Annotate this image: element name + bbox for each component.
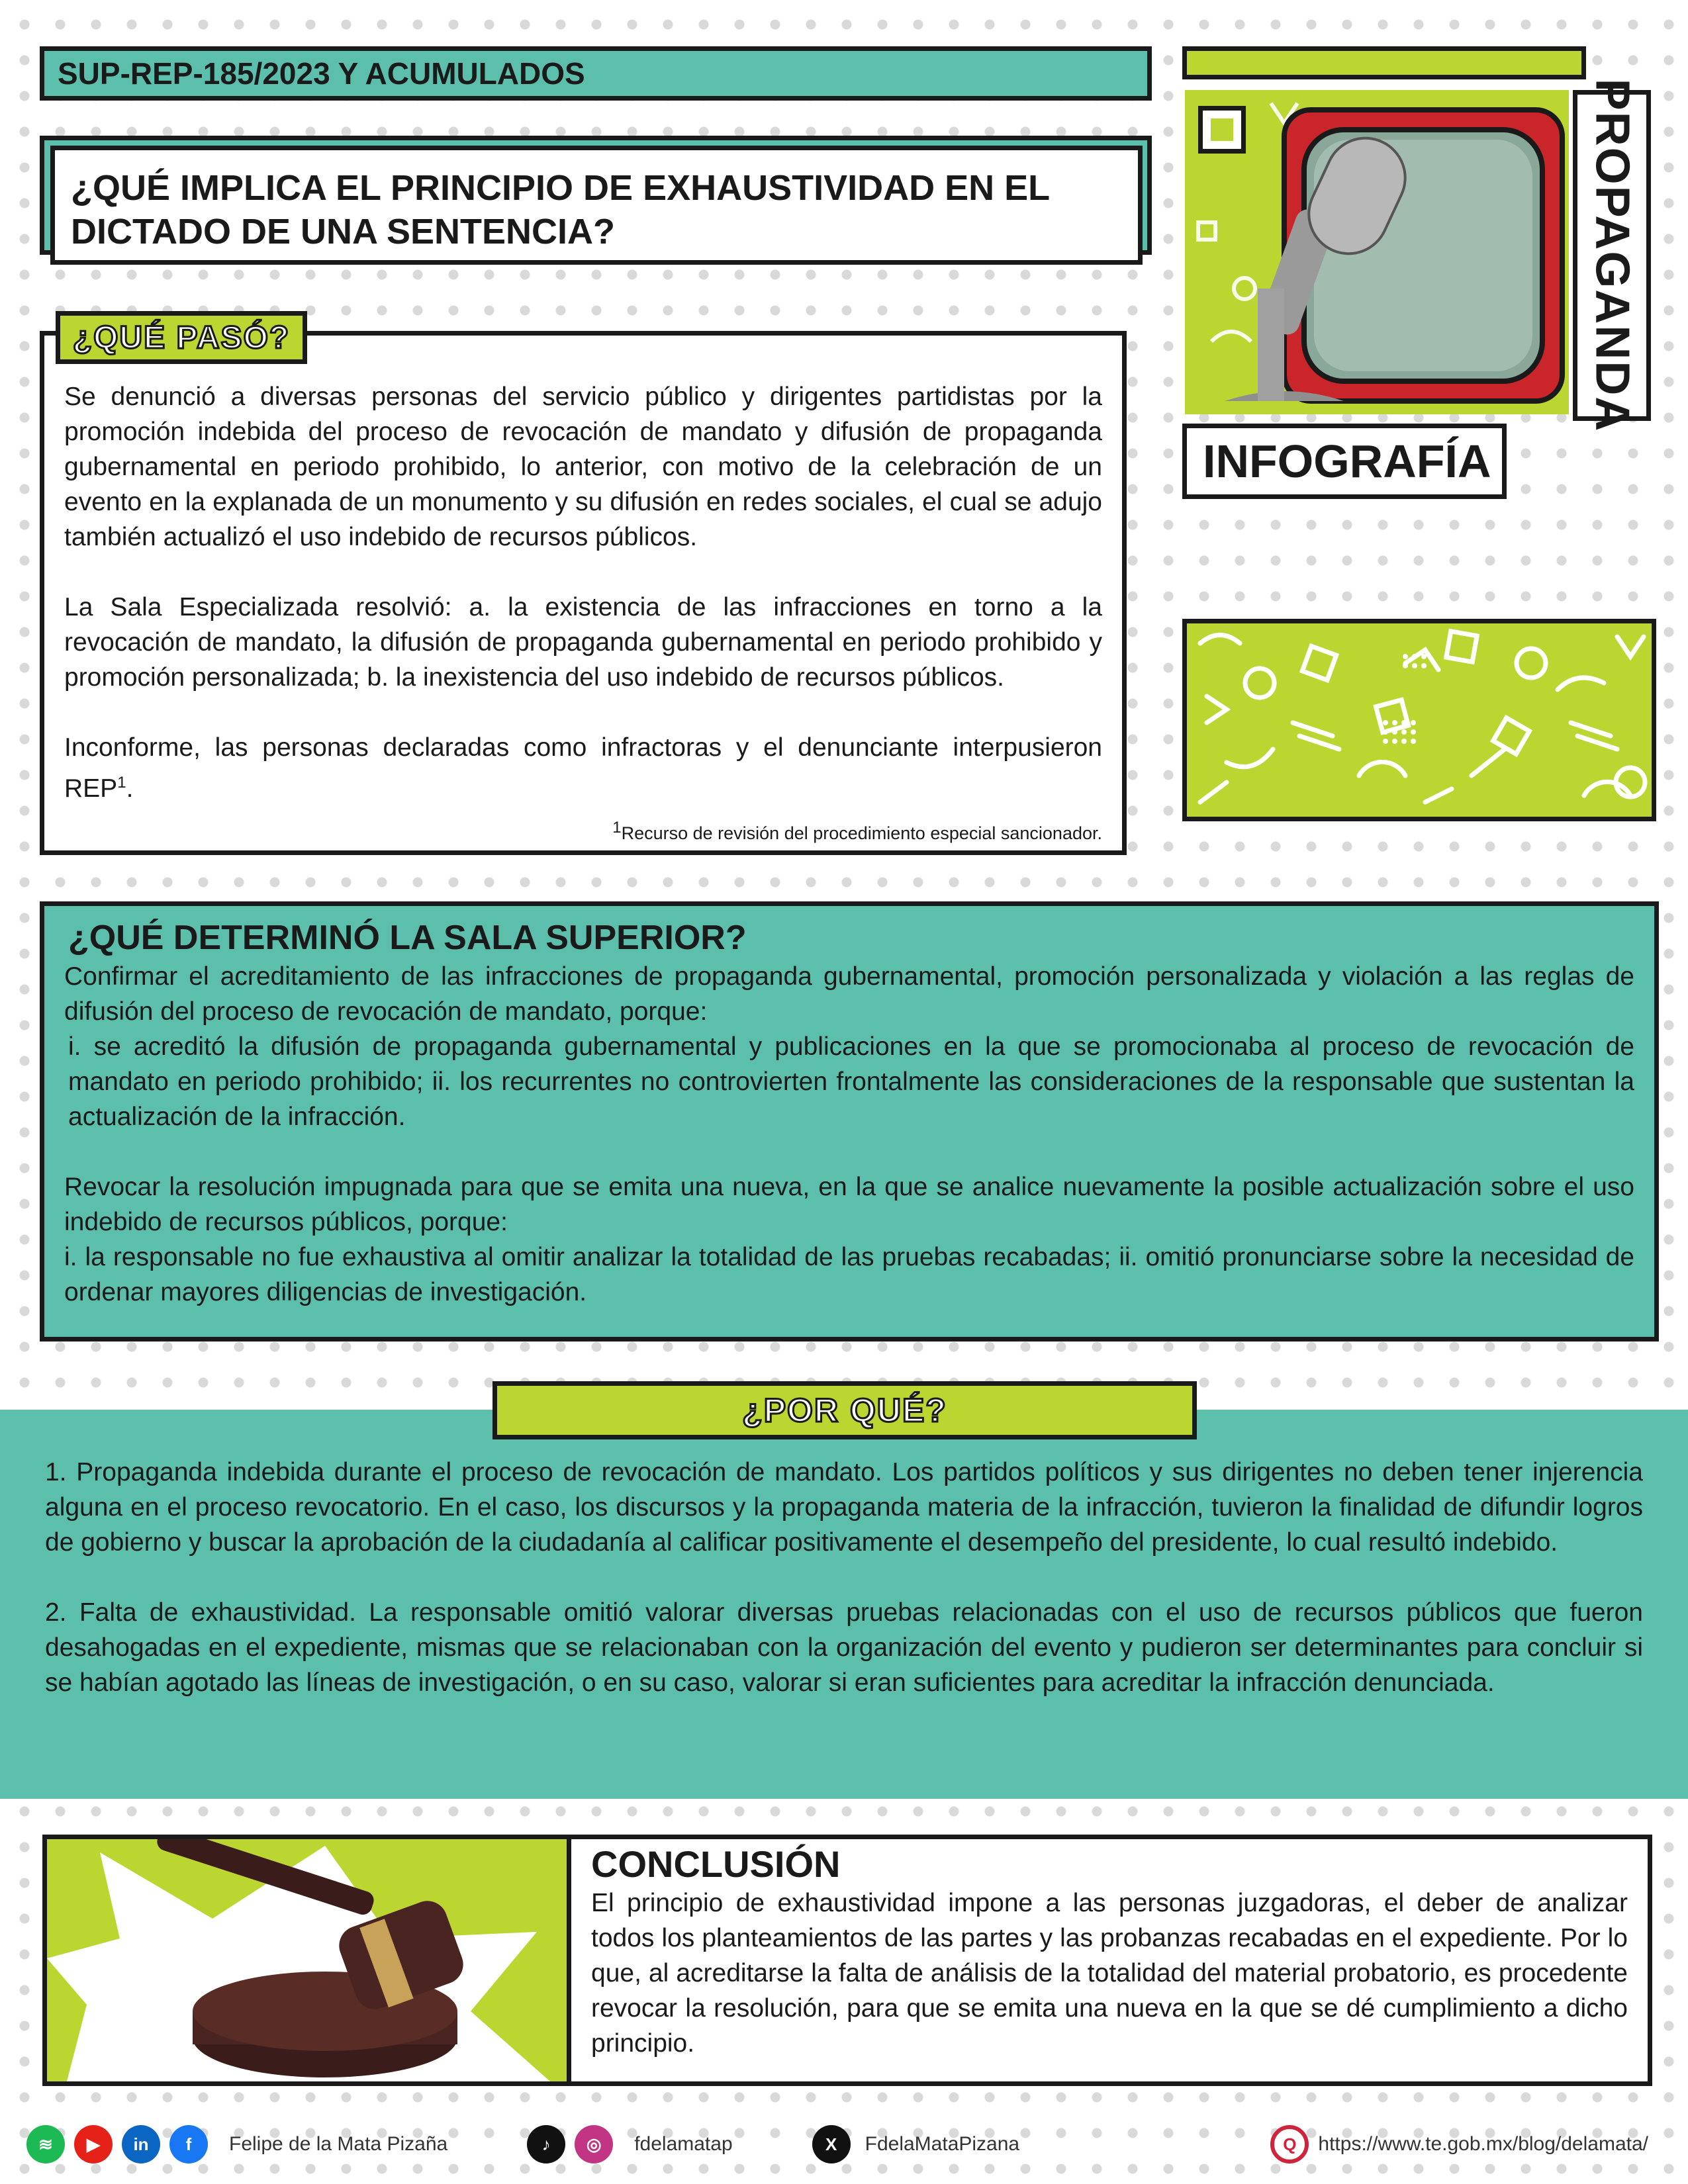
conclusion-heading: CONCLUSIÓN [591,1843,841,1885]
footer-social-secondary [527,2125,732,2163]
determino-heading: ¿QUÉ DETERMINÓ LA SALA SUPERIOR? [68,919,747,957]
spotify-icon[interactable]: ≋ [26,2125,65,2163]
footer-handle-2[interactable]: FdelaMataPizana [865,2133,1020,2155]
page-title [50,146,1143,265]
gavel-illustration [42,1835,572,2086]
que-paso-paragraph-1: Se denunció a diversas personas del servicio público y dirigentes partidistas por la promoción indebida del proceso de revocación de mandato y difusión de propaganda gubernamental en periodo prohibido, lo anterior, con motivo de la celebración de un evento en la explanada de un monumento y su difusión en redes sociales, el cual se adujo también actualizó el uso indebido de recursos públicos. [64,383,1102,551]
footer-handle-1[interactable]: fdelamatap [634,2133,733,2155]
footer-url[interactable]: https://www.te.gob.mx/blog/delamata/ [1318,2133,1648,2155]
facebook-icon[interactable]: f [169,2125,208,2163]
youtube-icon[interactable]: ▶ [74,2125,113,2163]
category-label-text: PROPAGANDA [1585,78,1638,433]
determino-paragraph-1b: i. se acreditó la difusión de propaganda gubernamental y publicaciones en la que se promocionaba al proceso de revocación de mandato en periodo prohibido; ii. los recurrentes no controvierten frontalmente las consideraciones de la responsable que sustentan la actualización de la infracción. [68,1032,1634,1131]
footer-social-x [812,2125,1019,2163]
footnote-ref: 1 [117,774,126,792]
que-paso-paragraph-3 [64,730,1102,806]
footer-web [1270,2125,1648,2163]
footnote-text: Recurso de revisión del procedimiento especial sancionador. [621,823,1102,843]
footer [26,2118,1662,2171]
por-que-heading: ¿POR QUÉ? [492,1381,1197,1439]
x-icon[interactable]: X [812,2125,851,2163]
accent-bar [1182,46,1586,79]
linkedin-icon[interactable]: in [122,2125,160,2163]
footnote [64,818,1102,843]
determino-paragraph-2: Revocar la resolución impugnada para que se emita una nueva, en la que se analice nuevamente la posible actualización sobre el uso indebido de recursos públicos, porque: [64,1173,1634,1236]
web-icon[interactable]: Q [1270,2125,1309,2163]
que-paso-p3-text: Inconforme, las personas declaradas como infractoras y el denunciante interpusieron REP [64,733,1102,803]
que-paso-paragraph-2: La Sala Especializada resolvió: a. la existencia de las infracciones en torno a la revocación de mandato, la difusión de propaganda gubernamental en periodo prohibido y promoción personalizada; b. la inexistencia del uso indebido de recursos públicos. [64,593,1102,692]
footnote-number: 1 [612,819,622,837]
tiktok-icon[interactable]: ♪ [527,2125,565,2163]
infografia-label: INFOGRAFÍA [1182,424,1507,499]
que-paso-heading: ¿QUÉ PASÓ? [56,311,307,364]
footer-social-main [26,2125,447,2163]
instagram-icon[interactable]: ◎ [575,2125,613,2163]
case-number-bar [40,46,1152,101]
square-marker-icon [1198,106,1246,154]
que-paso-section [40,331,1127,855]
determino-section [40,901,1659,1342]
conclusion-text: El principio de exhaustividad impone a las personas juzgadoras, el deber de analizar todos los planteamientos de las partes y las probanzas recabadas en el expediente. Por lo que, al acreditarse la falta de análisis de la totalidad del material probatorio, es procedente revocar la resolución, para que se emita una nueva en la que se dé cumplimiento a dicho principio. [591,1889,1628,2058]
category-label [1573,78,1651,433]
decorative-pattern [1182,619,1656,821]
por-que-paragraph-2: 2. Falta de exhaustividad. La responsable omitió valorar diversas pruebas relacionadas con el uso de recursos públicos que fueron desahogadas en el expediente, mismas que se relacionaban con la organización del evento y pudieron ser determinantes para concluir si se habían agotado las líneas de investigación, o en su caso, valorar si eran suficientes para acreditar la infracción denunciada. [45,1598,1643,1697]
determino-paragraph-2b: i. la responsable no fue exhaustiva al omitir analizar la totalidad de las pruebas recabadas; ii. omitió pronunciarse sobre la necesidad de ordenar mayores diligencias de investigación. [64,1243,1634,1306]
case-number: SUP-REP-185/2023 Y ACUMULADOS [58,56,585,91]
por-que-paragraph-1: 1. Propaganda indebida durante el proceso de revocación de mandato. Los partidos políticos y sus dirigentes no deben tener injerencia alguna en el proceso revocatorio. En el caso, los discursos y la propaganda materia de la infracción, tuvieron la finalidad de difundir logros de gobierno y buscar la aprobación de la ciudadanía al calificar positivamente el desempeño del presidente, lo cual resultó indebido. [45,1458,1643,1557]
determino-paragraph-1: Confirmar el acreditamiento de las infracciones de propaganda gubernamental, promoción personalizada y violación a las reglas de difusión del proceso de revocación de mandato, porque: [64,962,1634,1026]
title-line-2: DICTADO DE UNA SENTENCIA? [71,212,615,251]
title-line-1: ¿QUÉ IMPLICA EL PRINCIPIO DE EXHAUSTIVIDAD EN EL [71,168,1051,208]
footer-name[interactable]: Felipe de la Mata Pizaña [229,2133,448,2155]
por-que-text [45,1455,1643,1735]
que-paso-p3-end: . [126,774,134,803]
conclusion-section [567,1835,1652,2086]
